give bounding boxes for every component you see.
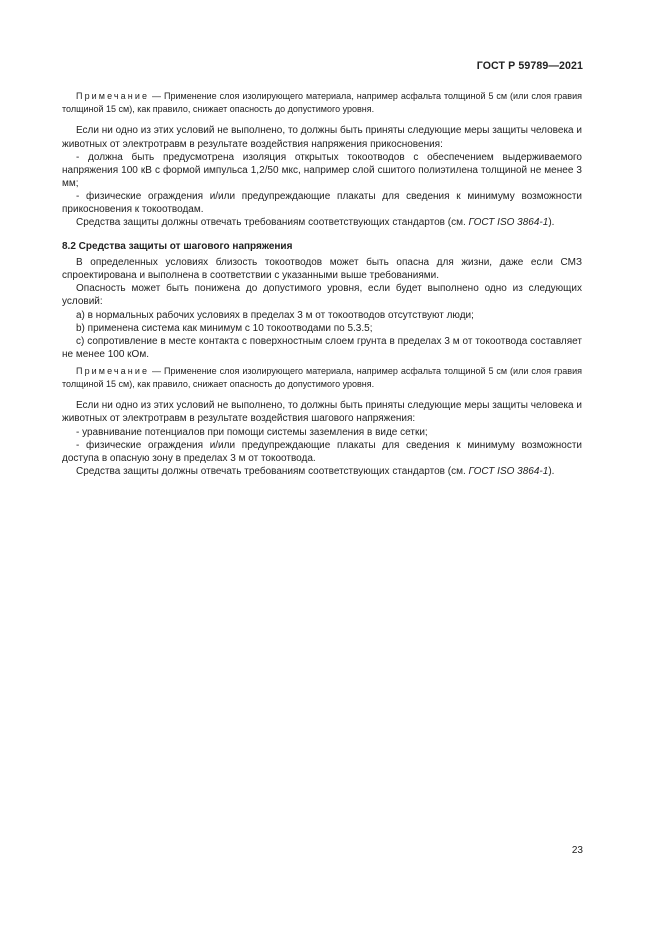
page-content [62,90,582,478]
page-number: 23 [571,845,583,856]
note-label: Примечание [76,365,150,376]
condition-item-c: с) сопротивление в месте контакта с поверхностным слоем грунта в пределах 3 м от токоотвода составляет не менее 100 кОм. [62,335,582,360]
note-paragraph [62,365,582,391]
means-paragraph [62,216,582,229]
means-text: Средства защиты должны отвечать требованиям соответствующих стандартов (см. [76,465,469,477]
section-paragraph-conditions: Опасность может быть понижена до допустимого уровня, если будет выполнено одно из следующих условий: [62,283,582,308]
condition-item-b: b) применена система как минимум с 10 токоотводами по 5.3.5; [76,322,373,334]
means-paragraph [62,465,582,478]
means-end: ). [548,217,555,229]
standard-reference: ГОСТ ISO 3864-1 [468,217,549,229]
protective-measures-intro: Если ни одно из этих условий не выполнено, то должны быть приняты следующие меры защиты человека и животных от электротравм в результате воздействия напряжения прикосновения: [62,125,582,150]
means-text: Средства защиты должны отвечать требованиям соответствующих стандартов (см. [76,217,469,229]
standard-header: ГОСТ Р 59789—2021 [476,60,583,72]
note-text: — Применение слоя изолирующего материала, например асфальта толщиной 5 см (или слоя гравия толщиной 15 см), как правило, снижает опасность до допустимого уровня. [62,365,582,390]
section-paragraph-proximity: В определенных условиях близость токоотводов может быть опасна для жизни, даже если СМЗ спроектирована и выполнена в соответствии с указанными выше требованиями. [62,257,582,282]
list-item-equipotential: - уравнивание потенциалов при помощи системы заземления в виде сетки; [76,426,428,438]
section-heading: 8.2 Средства защиты от шагового напряжения [62,241,293,253]
note-label: Примечание [76,91,150,101]
note-paragraph [62,90,582,116]
list-item-barriers: - физические ограждения и/или предупреждающие плакаты для сведения к минимуму возможности доступа в опасную зону в пределах 3 м от токоотвода. [62,439,582,464]
list-item-barriers: - физические ограждения и/или предупреждающие плакаты для сведения к минимуму возможности прикосновения к токоотводам. [62,190,582,215]
list-item-insulation: - должна быть предусмотрена изоляция открытых токоотводов с обеспечением выдерживаемого напряжения 100 кВ с формой импульса 1,2/50 мкс, например слой сшитого полиэтилена толщиной не менее 3 мм; [62,151,582,189]
note-text: — Применение слоя изолирующего материала, например асфальта толщиной 5 см (или слоя гравия толщиной 15 см), как правило, снижает опасность до допустимого уровня. [62,91,582,115]
standard-reference: ГОСТ ISO 3864-1 [468,465,549,477]
condition-item-a: а) в нормальных рабочих условиях в пределах 3 м от токоотводов отсутствуют люди; [76,309,474,321]
step-voltage-measures-intro: Если ни одно из этих условий не выполнено, то должны быть приняты следующие меры защиты человека и животных от электротравм в результате воздействия шагового напряжения: [62,400,582,425]
means-end: ). [548,465,555,477]
